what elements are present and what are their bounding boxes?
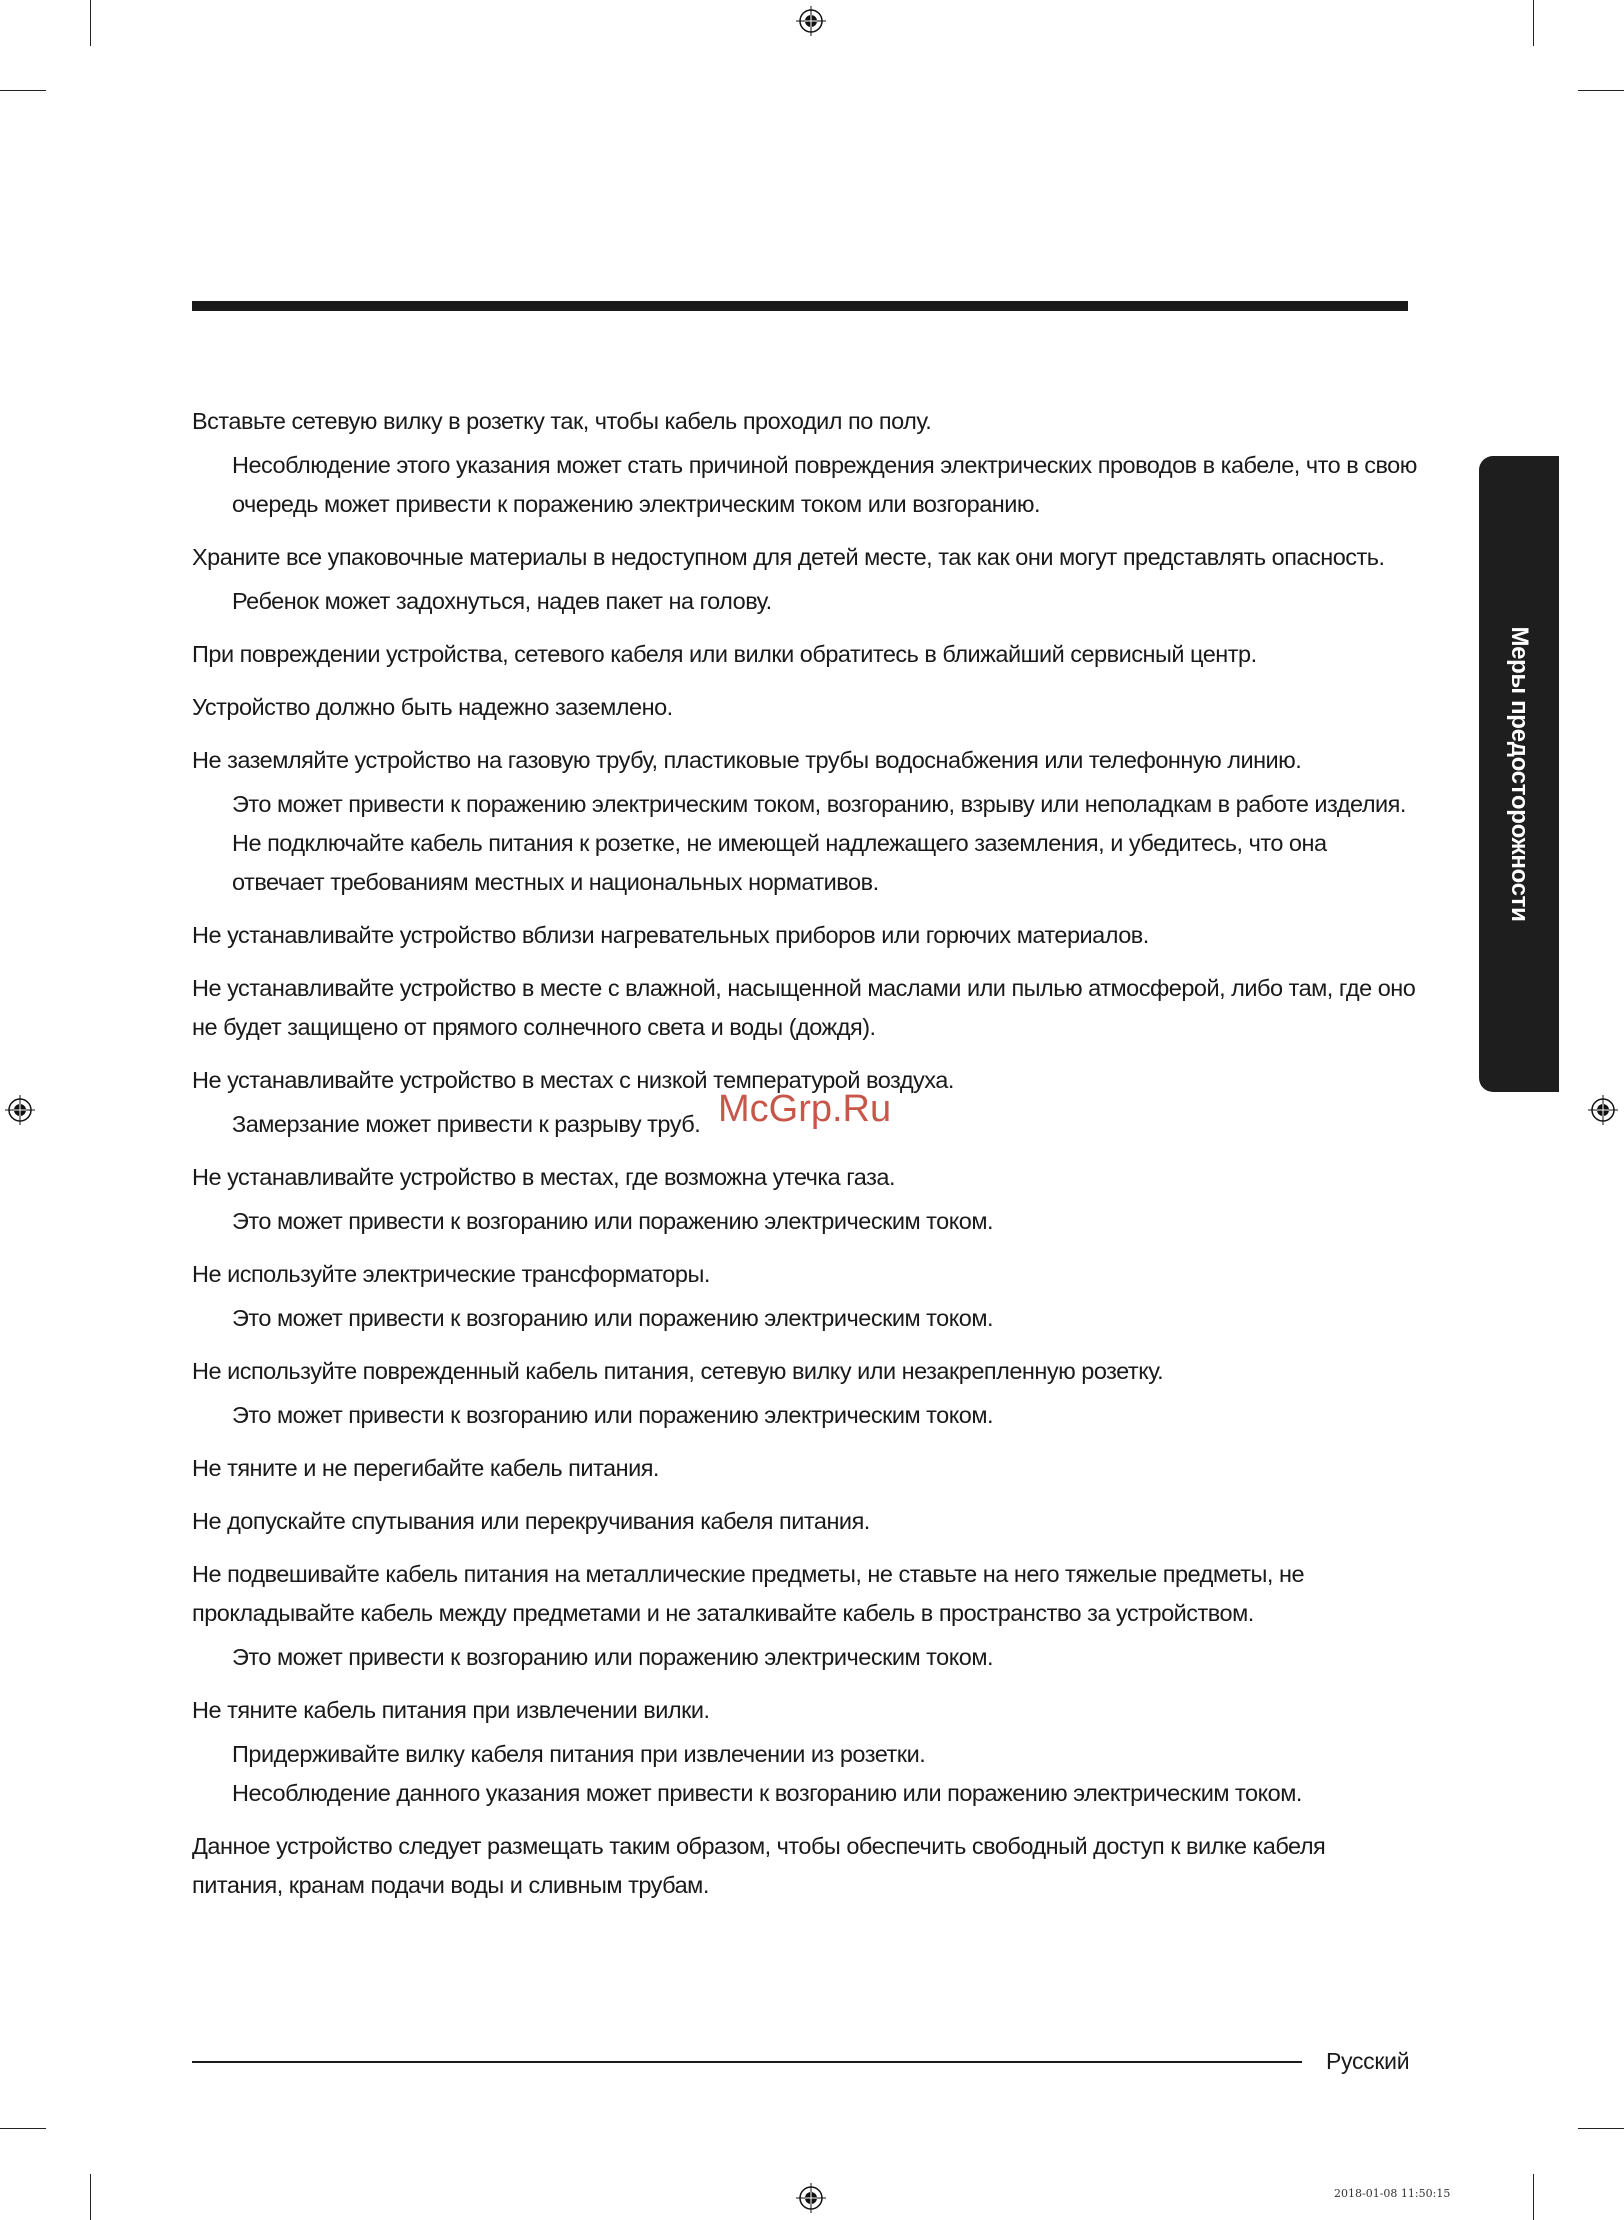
instruction-item [192,1502,1422,1541]
footer-language: Русский [1326,2048,1410,2074]
crop-mark [0,90,46,91]
instruction-text: Вставьте сетевую вилку в розетку так, чтобы кабель проходил по полу. [192,408,932,434]
section-side-tab [1479,456,1559,1092]
instruction-note: Ребенок может задохнуться, надев пакет на голову. [232,588,772,614]
instruction-text: Не подвешивайте кабель питания на металлические предметы, не ставьте на него тяжелые предметы, не прокладывайте кабель между предметами и не заталкивайте кабель в пространство за устройством. [192,1561,1305,1626]
instruction-text: Данное устройство следует размещать таким образом, чтобы обеспечить свободный доступ к вилке кабеля питания, кранам подачи воды и сливным трубам. [192,1833,1326,1898]
instruction-item [192,1255,1422,1338]
instruction-item [192,1158,1422,1241]
instruction-text: Не заземляйте устройство на газовую трубу, пластиковые трубы водоснабжения или телефонную линию. [192,747,1302,773]
instruction-note: Это может привести к поражению электрическим током, возгоранию, взрыву или неполадкам в работе изделия. [232,791,1406,817]
instruction-text: Храните все упаковочные материалы в недоступном для детей месте, так как они могут представлять опасность. [192,544,1385,570]
instruction-note: Несоблюдение данного указания может привести к возгоранию или поражению электрическим током. [232,1780,1302,1806]
registration-mark-icon [796,6,826,36]
instruction-item [192,1449,1422,1488]
instruction-note: Придерживайте вилку кабеля питания при извлечении из розетки. [232,1741,926,1767]
instruction-note: Это может привести к возгоранию или поражению электрическим током. [232,1402,994,1428]
instruction-item [192,1555,1422,1677]
crop-mark [1533,0,1534,46]
instruction-text: Не используйте поврежденный кабель питания, сетевую вилку или незакрепленную розетку. [192,1358,1164,1384]
safety-instructions-list [192,402,1422,1919]
instruction-item [192,635,1422,674]
instruction-text: Не допускайте спутывания или перекручивания кабеля питания. [192,1508,870,1534]
print-timestamp: 2018-01-08 11:50:15 [1334,2187,1451,2200]
crop-mark [1578,90,1624,91]
instruction-text: Не тяните кабель питания при извлечении вилки. [192,1697,710,1723]
watermark: McGrp.Ru [718,1088,892,1130]
instruction-note: Замерзание может привести к разрыву труб. [232,1111,701,1137]
crop-mark [1533,2174,1534,2220]
instruction-note: Это может привести к возгоранию или поражению электрическим током. [232,1305,994,1331]
instruction-note: Это может привести к возгоранию или поражению электрическим током. [232,1208,994,1234]
registration-mark-icon [796,2183,826,2213]
instruction-text: Не устанавливайте устройство в месте с влажной, насыщенной маслами или пылью атмосферой, либо там, где оно не будет защищено от прямого солнечного света и воды (дождя). [192,975,1416,1040]
crop-mark [0,2128,46,2129]
instruction-item [192,916,1422,955]
footer-rule [192,2061,1302,2063]
instruction-note: Не подключайте кабель питания к розетке, не имеющей надлежащего заземления, и убедитесь, что она отвечает требованиям местных и национальных нормативов. [232,830,1327,895]
crop-mark [90,2174,91,2220]
instruction-note: Несоблюдение этого указания может стать причиной повреждения электрических проводов в кабеле, что в свою очередь может привести к поражению электрическим током или возгоранию. [232,452,1417,517]
registration-mark-icon [5,1095,35,1125]
instruction-text: Не устанавливайте устройство вблизи нагревательных приборов или горючих материалов. [192,922,1149,948]
instruction-note: Это может привести к возгоранию или поражению электрическим током. [232,1644,994,1670]
instruction-item [192,688,1422,727]
instruction-text: Не устанавливайте устройство в местах, где возможна утечка газа. [192,1164,895,1190]
section-side-tab-label: Меры предосторожности [1506,626,1533,922]
instruction-text: Не устанавливайте устройство в местах с низкой температурой воздуха. [192,1067,954,1093]
crop-mark [90,0,91,46]
registration-mark-icon [1588,1095,1618,1125]
instruction-text: Не тяните и не перегибайте кабель питания. [192,1455,659,1481]
instruction-text: При повреждении устройства, сетевого кабеля или вилки обратитесь в ближайший сервисный центр. [192,641,1257,667]
crop-mark [1578,2128,1624,2129]
instruction-item [192,1827,1422,1905]
instruction-text: Не используйте электрические трансформаторы. [192,1261,710,1287]
instruction-item [192,741,1422,902]
instruction-item [192,969,1422,1047]
instruction-item [192,1691,1422,1813]
instruction-item [192,402,1422,524]
instruction-text: Устройство должно быть надежно заземлено. [192,694,673,720]
section-top-rule [192,301,1408,311]
instruction-item [192,538,1422,621]
instruction-item [192,1352,1422,1435]
